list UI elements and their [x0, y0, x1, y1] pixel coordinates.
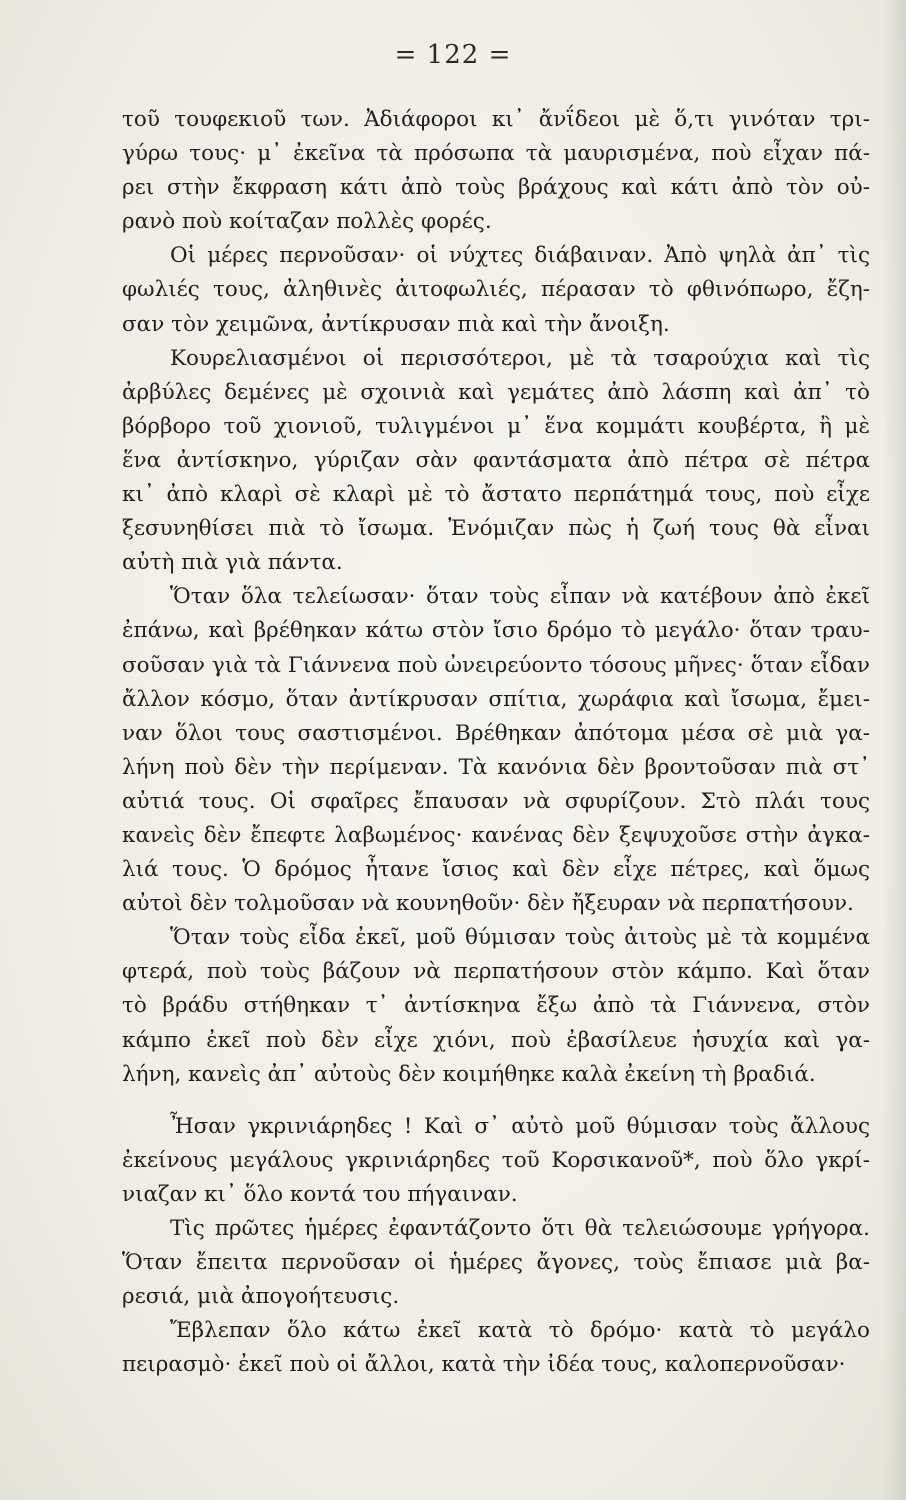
text-line: αὐτιά τους. Οἱ σφαῖρες ἔπαυσαν νὰ σφυρίζουν. Στὸ πλάι τους — [122, 788, 870, 814]
text-line: σοῦσαν γιὰ τὰ Γιάννενα ποὺ ὠνειρεύοντο τόσους μῆνες· ὅταν εἶδαν — [122, 652, 870, 678]
text-line: ρει στὴν ἔκφραση κάτι ἀπὸ τοὺς βράχους καὶ κάτι ἀπὸ τὸν οὐ- — [122, 175, 870, 201]
text-line: Ἦσαν γκρινιάρηδες ! Καὶ σ᾿ αὐτὸ μοῦ θύμισαν τοὺς ἄλλους — [170, 1113, 870, 1139]
text-line: αὐτὴ πιὰ γιὰ πάντα. — [122, 550, 343, 576]
text-line: αὐτοὶ δὲν τολμοῦσαν νὰ κουνηθοῦν· δὲν ἤξευραν νὰ περπατήσουν. — [122, 891, 854, 917]
text-line: νιαζαν κι᾿ ὅλο κοντά του πήγαιναν. — [122, 1181, 518, 1207]
page-body-text — [122, 103, 870, 1382]
text-line: Ὅταν ὅλα τελείωσαν· ὅταν τοὺς εἶπαν νὰ κατέβουν ἀπὸ ἐκεῖ — [170, 584, 870, 610]
text-line: πειρασμὸ· ἐκεῖ ποὺ οἱ ἄλλοι, κατὰ τὴν ἰδέα τους, καλοπερνοῦσαν· — [122, 1352, 846, 1378]
text-line: Ὅταν ἔπειτα περνοῦσαν οἱ ἡμέρες ἄγονες, τοὺς ἔπιασε μιὰ βα- — [122, 1250, 870, 1276]
text-line: ἕνα ἀντίσκηνο, γύριζαν σὰν φαντάσματα ἀπὸ πέτρα σὲ πέτρα — [122, 447, 870, 473]
text-line: φωλιές τους, ἀληθινὲς ἀιτοφωλιές, πέρασαν τὸ φθινόπωρο, ἔζη- — [122, 277, 870, 303]
page-edge-shadow — [884, 0, 906, 1500]
text-line: Ὅταν τοὺς εἶδα ἐκεῖ, μοῦ θύμισαν τοὺς ἀιτοὺς μὲ τὰ κομμένα — [170, 925, 870, 951]
text-line: ἐκείνους μεγάλους γκρινιάρηδες τοῦ Κορσικανοῦ*, ποὺ ὅλο γκρί- — [122, 1147, 870, 1173]
text-line: γύρω τους· μ᾿ ἐκεῖνα τὰ πρόσωπα τὰ μαυρισμένα, ποὺ εἶχαν πά- — [122, 141, 870, 167]
text-line: σαν τὸν χειμῶνα, ἀντίκρυσαν πιὰ καὶ τὴν ἄνοιξη. — [122, 311, 670, 337]
text-line: ρανὸ ποὺ κοίταζαν πολλὲς φορές. — [122, 209, 492, 235]
text-line: τοῦ τουφεκιοῦ των. Ἀδιάφοροι κι᾿ ἄνΐδεοι μὲ ὅ,τι γινόταν τρι- — [122, 107, 870, 132]
text-line: τὸ βράδυ στήθηκαν τ᾿ ἀντίσκηνα ἔξω ἀπὸ τὰ Γιάννενα, στὸν — [122, 993, 870, 1019]
text-line: λήνη, κανεὶς ἀπ᾿ αὐτοὺς δὲν κοιμήθηκε καλὰ ἐκείνη τὴ βραδιά. — [122, 1061, 816, 1087]
text-line: Ἔβλεπαν ὅλο κάτω ἐκεῖ κατὰ τὸ δρόμο· κατὰ τὸ μεγάλο — [170, 1318, 870, 1344]
paragraph-gap — [122, 1092, 870, 1110]
text-line: ἄλλον κόσμο, ὅταν ἀντίκρυσαν σπίτια, χωράφια καὶ ἴσωμα, ἔμει- — [122, 686, 870, 712]
text-line: Κουρελιασμένοι οἱ περισσότεροι, μὲ τὰ τσαρούχια καὶ τὶς — [170, 345, 870, 371]
text-line: λιά τους. Ὁ δρόμος ἦτανε ἴσιος καὶ δὲν εἶχε πέτρες, καὶ ὅμως — [122, 857, 870, 883]
text-line: κι᾿ ἀπὸ κλαρὶ σὲ κλαρὶ μὲ τὸ ἄστατο περπάτημά τους, ποὺ εἶχε — [122, 482, 870, 508]
text-line: κανεὶς δὲν ἔπεφτε λαβωμένος· κανένας δὲν ξεψυχοῦσε στὴν ἀγκα- — [122, 822, 870, 848]
text-line: ἐπάνω, καὶ βρέθηκαν κάτω στὸν ἴσιο δρόμο τὸ μεγάλο· ὅταν τραυ- — [122, 618, 870, 644]
text-line: ἀρβύλες δεμένες μὲ σχοινιὰ καὶ γεμάτες ἀπὸ λάσπη καὶ ἀπ᾿ τὸ — [122, 379, 870, 405]
text-line: φτερά, ποὺ τοὺς βάζουν νὰ περπατήσουν στὸν κάμπο. Καὶ ὅταν — [122, 959, 870, 985]
text-line: λήνη ποὺ δὲν τὴν περίμεναν. Τὰ κανόνια δὲν βροντοῦσαν πιὰ στ᾿ — [122, 754, 870, 780]
text-line: κάμπο ἐκεῖ ποὺ δὲν εἶχε χιόνι, ποὺ ἐβασίλευε ἡσυχία καὶ γα- — [122, 1027, 870, 1053]
text-line: Οἱ μέρες περνοῦσαν· οἱ νύχτες διάβαιναν. Ἀπὸ ψηλὰ ἀπ᾿ τὶς — [170, 243, 870, 269]
text-line: ξεσυνηθίσει πιὰ τὸ ἴσωμα. Ἐνόμιζαν πὼς ἡ ζωή τους θὰ εἶναι — [122, 516, 870, 542]
text-line: ρεσιά, μιὰ ἀπογοήτευσις. — [122, 1284, 400, 1310]
page-number: = 122 = — [394, 40, 512, 70]
text-line: Τὶς πρῶτες ἡμέρες ἐφαντάζοντο ὅτι θὰ τελειώσουμε γρήγορα. — [170, 1216, 870, 1241]
text-line: ναν ὅλοι τους σαστισμένοι. Βρέθηκαν ἀπότομα μέσα σὲ μιὰ γα- — [122, 720, 870, 746]
text-line: βόρβορο τοῦ χιονιοῦ, τυλιγμένοι μ᾿ ἕνα κομμάτι κουβέρτα, ἢ μὲ — [122, 413, 870, 439]
